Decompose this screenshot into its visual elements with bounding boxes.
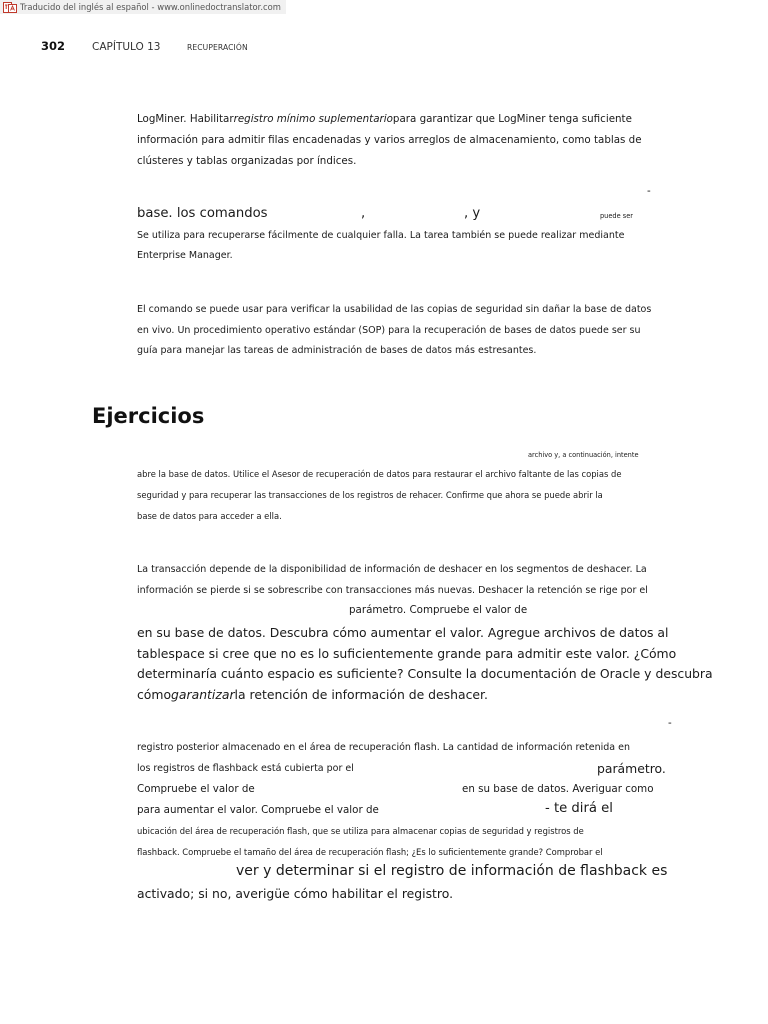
- stray-dash: -: [647, 185, 651, 197]
- paragraph-line: Se utiliza para recuperarse fácilmente de cualquier falla. La tarea también se puede realizar mediante: [137, 230, 625, 241]
- text-fragment: parámetro. Compruebe el valor de: [349, 604, 528, 616]
- page-number: 302: [41, 39, 66, 53]
- translation-banner[interactable]: [0, 0, 286, 14]
- text-fragment: ver y determinar si el registro de información de flashback es: [236, 863, 668, 879]
- text-fragment: para garantizar que LogMiner tenga suficiente: [392, 113, 632, 125]
- paragraph-line: tablespace si cree que no es lo suficientemente grande para admitir este valor. ¿Cómo: [137, 646, 677, 661]
- paragraph-line: información se pierde si se sobrescribe con transacciones más nuevas. Deshacer la retención se rige por el: [137, 585, 648, 596]
- text-fragment: en su base de datos. Averiguar como: [462, 783, 654, 795]
- text-fragment: puede ser: [600, 212, 633, 220]
- paragraph-line: determinaría cuánto espacio es suficiente? Consulte la documentación de Oracle y descubra: [137, 666, 713, 681]
- paragraph-line: base de datos para acceder a ella.: [137, 511, 282, 521]
- paragraph-line: flashback. Compruebe el tamaño del área de recuperación flash; ¿Es lo suficientemente grande? Comprobar el: [137, 847, 603, 857]
- document-translate-icon: [3, 2, 17, 13]
- paragraph-line: en vivo. Un procedimiento operativo estándar (SOP) para la recuperación de bases de datos puede ser su: [137, 325, 641, 336]
- paragraph-line: La transacción depende de la disponibilidad de información de deshacer en los segmentos de deshacer. La: [137, 564, 647, 575]
- paragraph-line: registro posterior almacenado en el área de recuperación flash. La cantidad de información retenida en: [137, 742, 630, 753]
- paragraph-line: abre la base de datos. Utilice el Asesor de recuperación de datos para restaurar el archivo faltante de las copias de: [137, 469, 622, 479]
- text-fragment: LogMiner. Habilitar: [137, 113, 234, 125]
- stray-dash: -: [668, 717, 672, 729]
- paragraph-line: Enterprise Manager.: [137, 250, 233, 261]
- text-fragment: Compruebe el valor de: [137, 783, 255, 795]
- chapter-title: CAPÍTULO 13: [92, 41, 161, 53]
- paragraph-line: en su base de datos. Descubra cómo aumentar el valor. Agregue archivos de datos al: [137, 625, 669, 640]
- text-fragment: los registros de flashback está cubierta por el: [137, 763, 354, 774]
- paragraph-line: [137, 113, 632, 125]
- text-fragment: - te dirá el: [545, 801, 613, 816]
- text-fragment: , y: [464, 206, 481, 221]
- banner-text: Traducido del inglés al español - www.onlinedoctranslator.com: [20, 2, 281, 12]
- paragraph-line: activado; si no, averigüe cómo habilitar el registro.: [137, 886, 454, 901]
- text-fragment: archivo y, a continuación, intente: [528, 451, 639, 459]
- italic-term: registro mínimo suplementario: [233, 113, 393, 125]
- text-fragment: cómo: [137, 687, 172, 702]
- paragraph-line: clústeres y tablas organizadas por índices.: [137, 155, 357, 167]
- paragraph-line: El comando se puede usar para verificar la usabilidad de las copias de seguridad sin dañar la base de datos: [137, 304, 652, 315]
- section-heading: Ejercicios: [92, 404, 205, 428]
- text-fragment: parámetro.: [597, 761, 666, 776]
- text-fragment: ,: [361, 206, 366, 221]
- text-fragment: la retención de información de deshacer.: [234, 687, 488, 702]
- paragraph-line: base. los comandos: [137, 206, 268, 221]
- paragraph-line: información para admitir filas encadenadas y varios arreglos de almacenamiento, como tablas de: [137, 134, 642, 146]
- italic-term: garantizar: [171, 687, 235, 702]
- paragraph-line: guía para manejar las tareas de administración de bases de datos más estresantes.: [137, 345, 537, 356]
- paragraph-line: [137, 687, 488, 702]
- paragraph-line: ubicación del área de recuperación flash, que se utiliza para almacenar copias de seguridad y registros de: [137, 826, 584, 836]
- text-fragment: para aumentar el valor. Compruebe el valor de: [137, 804, 379, 816]
- section-title: RECUPERACIÓN: [187, 43, 248, 52]
- paragraph-line: seguridad y para recuperar las transacciones de los registros de rehacer. Confirme que ahora se puede abrir la: [137, 490, 603, 500]
